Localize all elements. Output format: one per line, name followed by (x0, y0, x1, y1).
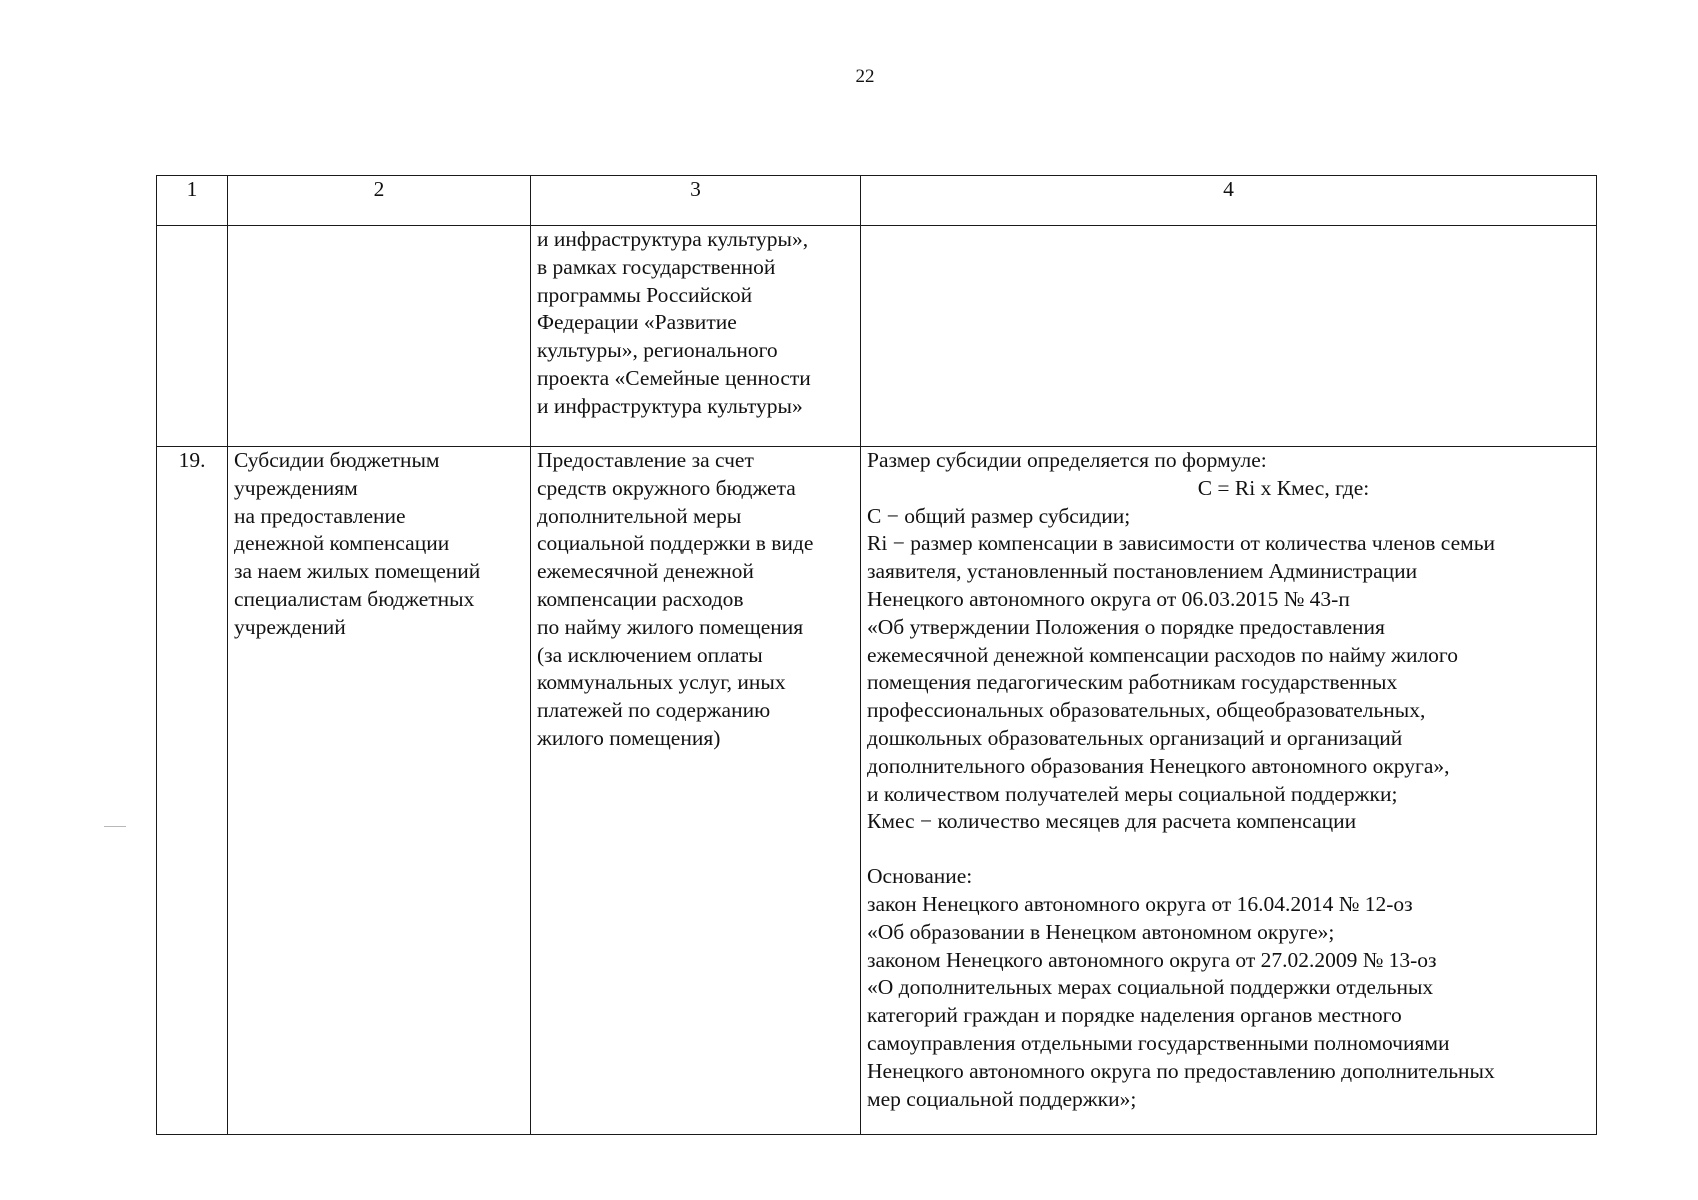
text-line: Кмес − количество месяцев для расчета компенсации (867, 809, 1357, 834)
text-line: С − общий размер субсидии; (867, 503, 1131, 528)
text-line: Предоставление за счет (537, 448, 754, 472)
text-line: Ri − размер компенсации в зависимости от количества членов семьи (867, 531, 1496, 556)
header-cell-4: 4 (861, 176, 1597, 226)
text-line: дошкольных образовательных организаций и организаций (867, 725, 1403, 750)
text-line: и инфраструктура культуры», (537, 227, 809, 251)
formula: C = Ri x Кмес, где: (1197, 475, 1370, 500)
text-line: дополнительной меры (537, 503, 742, 528)
text-line: по найму жилого помещения (537, 614, 804, 639)
text-line: мер социальной поддержки»; (867, 1086, 1137, 1111)
text-line: учреждений (234, 614, 346, 639)
text-line: Субсидии бюджетным (234, 448, 440, 472)
text-line: на предоставление (234, 503, 406, 528)
text-line: «Об утверждении Положения о порядке предоставления (867, 614, 1385, 639)
text-line: компенсации расходов (537, 586, 744, 611)
header-cell-1: 1 (157, 176, 228, 226)
text-line: и количеством получателей меры социальной поддержки; (867, 781, 1398, 806)
text-line: специалистам бюджетных (234, 586, 475, 611)
text-line: заявителя, установленный постановлением Администрации (867, 559, 1418, 584)
text-line: жилого помещения) (537, 725, 721, 750)
table-row-continuation (157, 226, 1597, 447)
text-line: платежей по содержанию (537, 698, 771, 723)
row-number-cell: 19. (157, 447, 228, 1135)
text-line: «О дополнительных мерах социальной поддержки отдельных (867, 975, 1434, 1000)
text-line: учреждениям (234, 475, 358, 500)
text-line: законом Ненецкого автономного округа от 27.02.2009 № 13-оз (867, 947, 1437, 972)
subsidy-table (156, 175, 1597, 1135)
text-line: Ненецкого автономного округа от 06.03.2015 № 43-п (867, 586, 1350, 611)
text-line: в рамках государственной (537, 254, 776, 279)
text-line: коммунальных услуг, иных (537, 670, 786, 695)
continuation-purpose-cell (531, 226, 861, 447)
text-line: средств окружного бюджета (537, 475, 796, 500)
text-line: категорий граждан и порядке наделения органов местного (867, 1003, 1402, 1028)
text-line: и инфраструктура культуры» (537, 393, 803, 418)
text-line: помещения педагогическим работникам государственных (867, 670, 1398, 695)
text-line: профессиональных образовательных, общеобразовательных, (867, 698, 1426, 723)
basis-label: Основание: (867, 864, 973, 889)
text-line: (за исключением оплаты (537, 642, 763, 667)
text-line: социальной поддержки в виде (537, 531, 814, 556)
page-number: 22 (855, 66, 875, 87)
text-line: закон Ненецкого автономного округа от 16.04.2014 № 12-оз (867, 891, 1413, 916)
text-line: культуры», регионального (537, 338, 778, 363)
text-line: «Об образовании в Ненецком автономном округе»; (867, 919, 1335, 944)
continuation-name-cell (228, 226, 531, 447)
text-line: Федерации «Развитие (537, 310, 737, 335)
text-line: ежемесячной денежной (537, 559, 754, 584)
text-line: ежемесячной денежной компенсации расходов по найму жилого (867, 642, 1458, 667)
continuation-method-cell (861, 226, 1597, 447)
formula-intro: Размер субсидии определяется по формуле: (867, 448, 1267, 472)
text-line: программы Российской (537, 282, 753, 307)
table-header-row (157, 176, 1597, 226)
table-row-19 (157, 447, 1597, 1135)
continuation-number-cell (157, 226, 228, 447)
paragraph-spacer (867, 836, 1590, 863)
text-line: самоуправления отдельными государственными полномочиями (867, 1030, 1450, 1055)
text-line: за наем жилых помещений (234, 559, 481, 584)
header-cell-3: 3 (531, 176, 861, 226)
text-line: проекта «Семейные ценности (537, 365, 811, 390)
text-line: дополнительного образования Ненецкого автономного округа», (867, 753, 1450, 778)
header-cell-2: 2 (228, 176, 531, 226)
subsidy-name-cell (228, 447, 531, 1135)
text-line: денежной компенсации (234, 531, 450, 556)
subsidy-purpose-cell (531, 447, 861, 1135)
text-line: Ненецкого автономного округа по предоставлению дополнительных (867, 1058, 1495, 1083)
calculation-method-cell (861, 447, 1597, 1135)
scan-artifact-line (104, 826, 126, 827)
